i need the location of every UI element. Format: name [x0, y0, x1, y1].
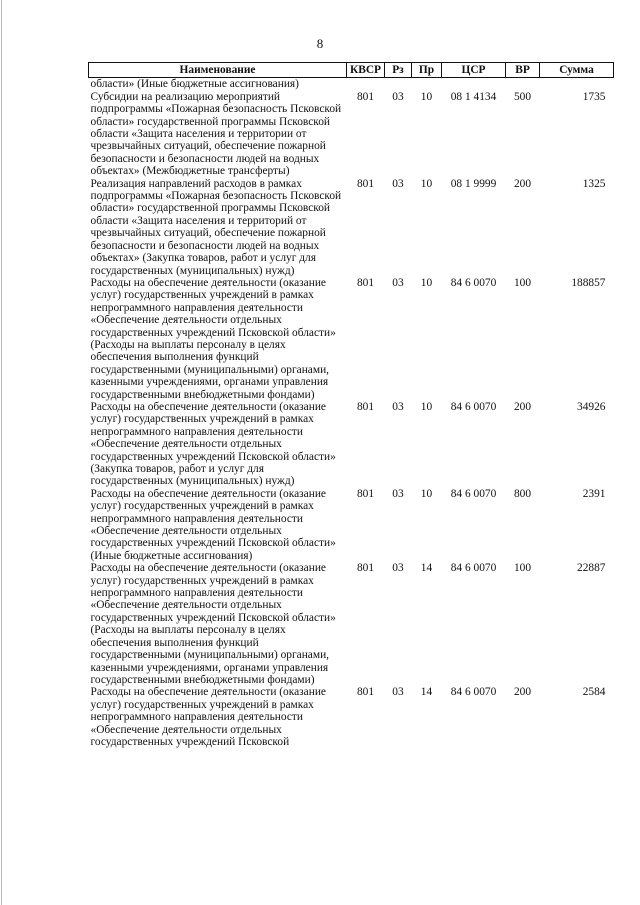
header-rz: Рз — [385, 63, 412, 78]
cell-rz: 03 — [392, 90, 404, 103]
cell-name: Расходы на обеспечение деятельности (оказание услуг) государственных учреждений в рамках непрограммного направления деятельности «Обеспечение деятельности отдельных государственных учреждений Псковской области» (Закупка товаров, работ и услуг для государственных (муниципальных) нужд) — [90, 400, 336, 488]
cell-vr — [506, 78, 540, 91]
cell-rz: 03 — [392, 686, 404, 699]
cell-vr: 800 — [513, 487, 532, 500]
table-row — [89, 277, 614, 401]
cell-sum: 22887 — [577, 562, 606, 575]
cell-kvsr: 801 — [356, 276, 375, 289]
cell-kvsr: 801 — [356, 686, 375, 699]
cell-sum: 34926 — [577, 400, 606, 413]
table-body — [89, 78, 614, 748]
table-row — [89, 488, 614, 562]
table-row — [89, 686, 614, 748]
scan-edge-line — [1, 0, 2, 905]
cell-kvsr: 801 — [356, 177, 375, 190]
cell-csr: 08 1 9999 — [450, 177, 497, 190]
header-pr: Пр — [412, 63, 442, 78]
cell-csr: 84 6 0070 — [450, 487, 497, 500]
header-sum: Сумма — [540, 63, 614, 78]
cell-kvsr: 801 — [356, 562, 375, 575]
cell-csr: 84 6 0070 — [450, 686, 497, 699]
cell-name: Субсидии на реализацию мероприятий подпрограммы «Пожарная безопасность Псковской области» государственной программы Псковской области «Защита населения и территории от чрезвычайных ситуаций, обеспечение пожарной безопасности и безопасности людей на водных объектах» (Межбюджетные трансферты) — [90, 90, 342, 178]
cell-rz: 03 — [392, 400, 404, 413]
cell-sum: 2584 — [582, 686, 606, 699]
cell-csr — [442, 78, 506, 91]
cell-name: области» (Иные бюджетные ассигнования) — [90, 78, 299, 91]
header-kvsr: КВСР — [347, 63, 385, 78]
cell-rz: 03 — [392, 562, 404, 575]
cell-vr: 200 — [513, 686, 532, 699]
cell-rz: 03 — [392, 276, 404, 289]
header-vr: ВР — [506, 63, 540, 78]
cell-vr: 500 — [513, 90, 532, 103]
cell-pr: 10 — [420, 276, 433, 289]
page-number: 8 — [316, 36, 324, 51]
table-header-row — [89, 63, 614, 78]
cell-rz — [385, 78, 412, 91]
cell-sum: 188857 — [571, 276, 606, 289]
cell-sum: 1735 — [582, 90, 606, 103]
cell-sum — [540, 78, 614, 91]
header-name: Наименование — [89, 63, 347, 78]
cell-rz: 03 — [392, 487, 404, 500]
cell-csr: 84 6 0070 — [450, 400, 497, 413]
table-row — [89, 91, 614, 178]
cell-kvsr: 801 — [356, 400, 375, 413]
table-row — [89, 562, 614, 686]
cell-name: Расходы на обеспечение деятельности (оказание услуг) государственных учреждений в рамках непрограммного направления деятельности «Обеспечение деятельности отдельных государственных учреждений Псковской — [90, 686, 326, 748]
cell-name: Реализация направлений расходов в рамках подпрограммы «Пожарная безопасность Псковской области» государственной программы Псковской области «Защита населения и территорий от чрезвычайных ситуаций, обеспечение пожарной безопасности и безопасности людей на водных объектах» (Закупка товаров, работ и услуг для государственных (муниципальных) нужд) — [90, 177, 342, 277]
table-row — [89, 401, 614, 488]
cell-vr: 200 — [513, 177, 532, 190]
header-csr: ЦСР — [442, 63, 506, 78]
cell-pr: 10 — [420, 487, 433, 500]
cell-vr: 200 — [513, 400, 532, 413]
cell-pr: 14 — [420, 562, 433, 575]
cell-kvsr — [347, 78, 385, 91]
cell-csr: 08 1 4134 — [450, 90, 497, 103]
cell-pr: 10 — [420, 90, 433, 103]
budget-table — [88, 62, 614, 748]
cell-csr: 84 6 0070 — [450, 562, 497, 575]
cell-pr: 14 — [420, 686, 433, 699]
cell-kvsr: 801 — [356, 487, 375, 500]
cell-vr: 100 — [513, 276, 532, 289]
table-row — [89, 78, 614, 91]
cell-kvsr: 801 — [356, 90, 375, 103]
cell-sum: 1325 — [582, 177, 606, 190]
cell-pr: 10 — [420, 400, 433, 413]
cell-csr: 84 6 0070 — [450, 276, 497, 289]
cell-vr: 100 — [513, 562, 532, 575]
cell-pr: 10 — [420, 177, 433, 190]
cell-pr — [412, 78, 442, 91]
cell-name: Расходы на обеспечение деятельности (оказание услуг) государственных учреждений в рамках непрограммного направления деятельности «Обеспечение деятельности отдельных государственных учреждений Псковской области» (Расходы на выплаты персоналу в целях обеспечения выполнения функций государственными (муниципальными) органами, казенными учреждениями, органами управления государственными внебюджетными фондами) — [90, 276, 336, 401]
cell-name: Расходы на обеспечение деятельности (оказание услуг) государственных учреждений в рамках непрограммного направления деятельности «Обеспечение деятельности отдельных государственных учреждений Псковской области» (Расходы на выплаты персоналу в целях обеспечения выполнения функций государственными (муниципальными) органами, казенными учреждениями, органами управления государственными внебюджетными фондами) — [90, 562, 336, 686]
cell-rz: 03 — [392, 177, 404, 190]
cell-name: Расходы на обеспечение деятельности (оказание услуг) государственных учреждений в рамках непрограммного направления деятельности «Обеспечение деятельности отдельных государственных учреждений Псковской области» (Иные бюджетные ассигнования) — [90, 487, 336, 562]
cell-sum: 2391 — [582, 487, 606, 500]
table-row — [89, 178, 614, 277]
